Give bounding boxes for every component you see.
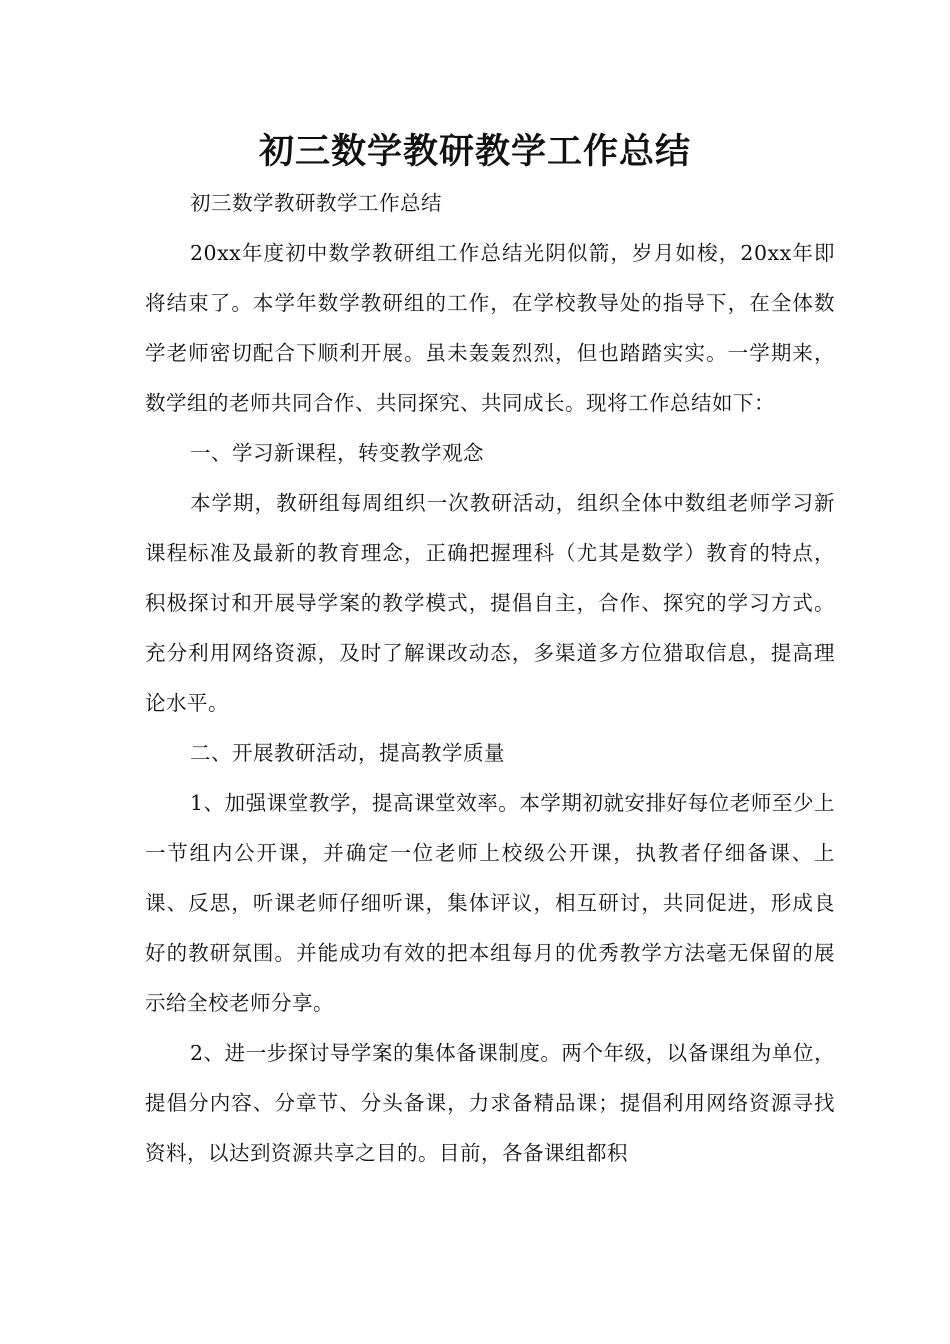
document-body: [145, 178, 835, 1178]
paragraph-intro: 20xx年度初中数学教研组工作总结光阴似箭，岁月如梭，20xx年即将结束了。本学年数学教研组的工作，在学校教导处的指导下，在全体数学老师密切配合下顺利开展。虽未轰轰烈烈，但也踏踏实实。一学期来，数学组的老师共同合作、共同探究、共同成长。现将工作总结如下：: [145, 241, 835, 415]
paragraph-section-1: 本学期，教研组每周组织一次教研活动，组织全体中数组老师学习新课程标准及最新的教育理念，正确把握理科（尤其是数学）教育的特点，积极探讨和开展导学案的教学模式，提倡自主，合作、探究的学习方式。充分利用网络资源，及时了解课改动态，多渠道多方位猎取信息，提高理论水平。: [145, 491, 835, 715]
paragraph-item-1: 1、加强课堂教学，提高课堂效率。本学期初就安排好每位老师至少上一节组内公开课，并确定一位老师上校级公开课，执教者仔细备课、上课、反思，听课老师仔细听课，集体评议，相互研讨，共同促进，形成良好的教研氛围。并能成功有效的把本组每月的优秀教学方法毫无保留的展示给全校老师分享。: [145, 791, 835, 1015]
document-title: 初三数学教研教学工作总结: [258, 132, 691, 172]
section-heading-1: 一、学习新课程，转变教学观念: [190, 441, 484, 465]
paragraph-subtitle: 初三数学教研教学工作总结: [190, 191, 442, 215]
paragraph-item-2: 2、进一步探讨导学案的集体备课制度。两个年级，以备课组为单位，提倡分内容、分章节、分头备课，力求备精品课；提倡利用网络资源寻找资料，以达到资源共享之目的。目前，各备课组都积: [145, 1041, 835, 1165]
section-heading-2: 二、开展教研活动，提高教学质量: [190, 741, 505, 765]
